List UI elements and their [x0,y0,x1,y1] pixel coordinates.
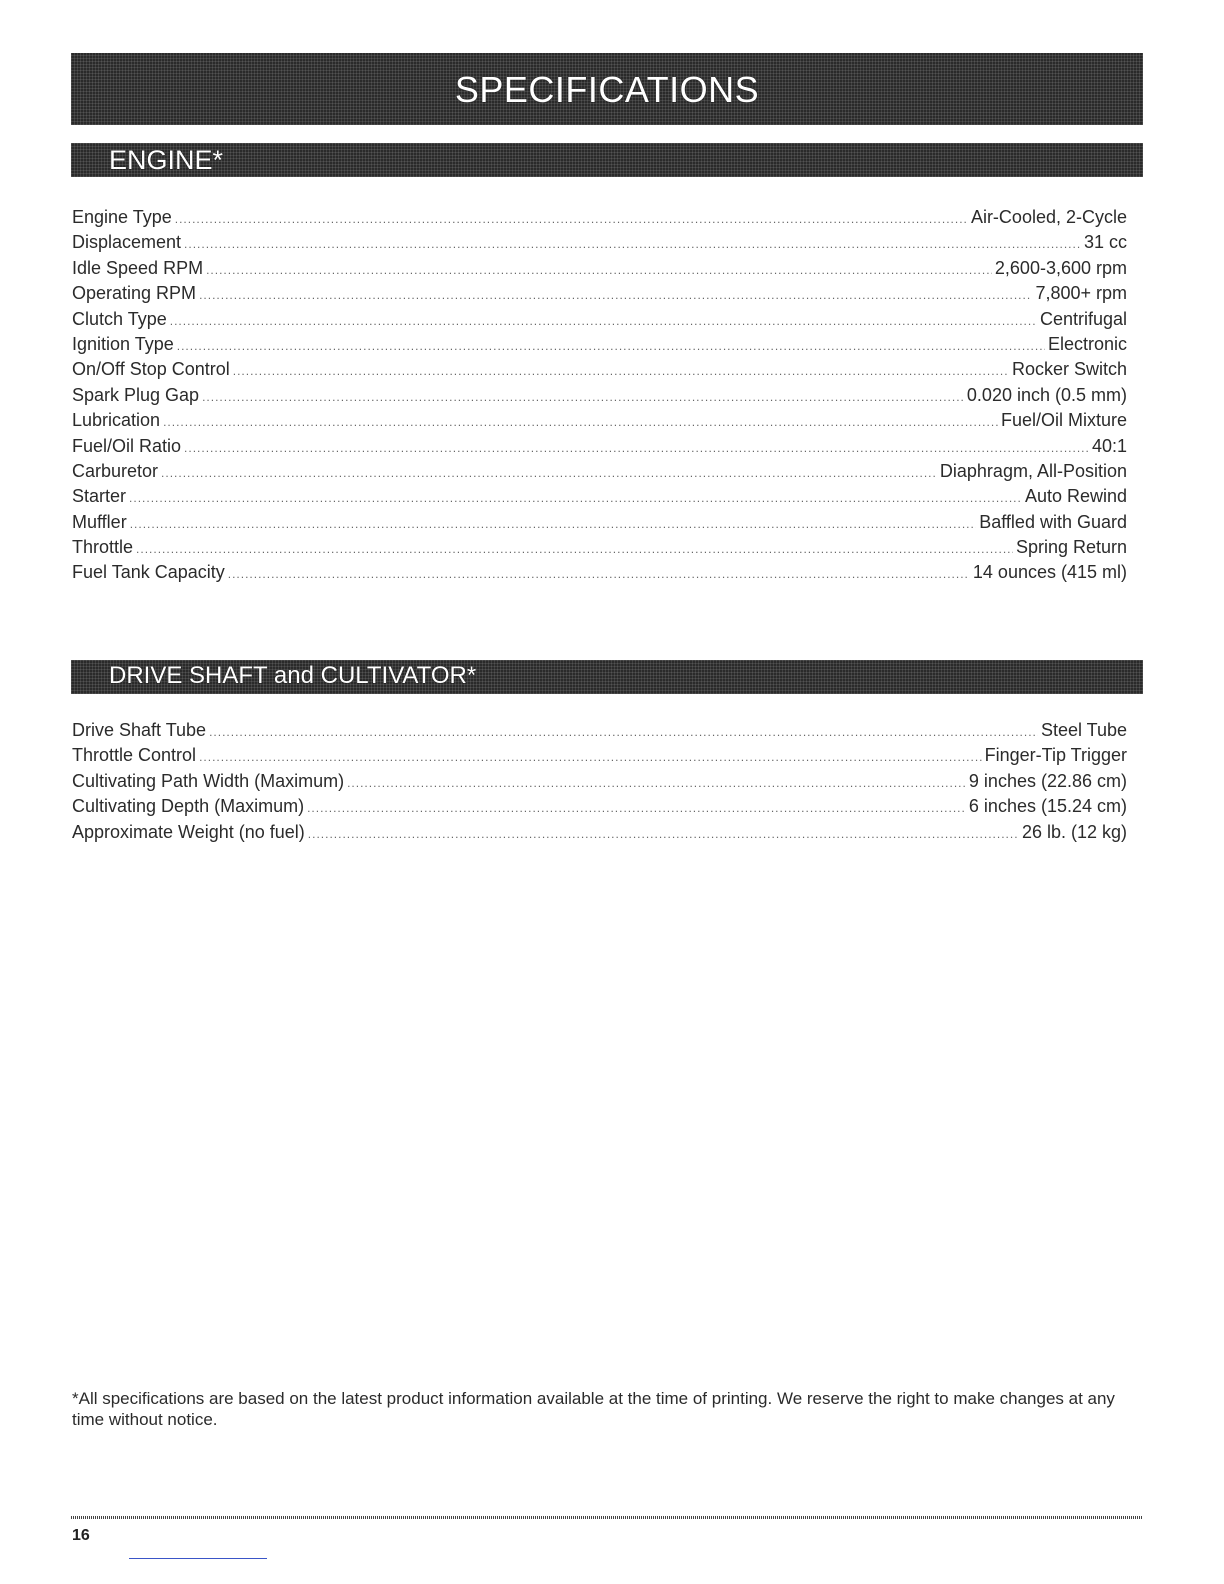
specifications-footnote: *All specifications are based on the latest product information available at the time of printing. We reserve the right to make changes at any time without notice. [72,1389,1115,1429]
spec-row [72,743,1127,768]
spec-row [72,484,1127,509]
spec-value: 2,600-3,600 rpm [994,257,1127,278]
spec-value: Electronic [1047,333,1127,354]
spec-label: Spark Plug Gap [72,384,200,405]
spec-value: 0.020 inch (0.5 mm) [966,384,1127,405]
spec-row [72,357,1127,382]
engine-section-heading: ENGINE* [109,145,224,175]
spec-label: Throttle Control [72,745,197,766]
spec-value: 6 inches (15.24 cm) [968,796,1127,817]
dot-leader [184,436,1089,461]
spec-row [72,408,1127,433]
spec-value: 40:1 [1091,435,1127,456]
spec-row [72,794,1127,819]
spec-value: 14 ounces (415 ml) [972,562,1127,583]
spec-label: Approximate Weight (no fuel) [72,821,305,842]
spec-label: Carburetor [72,460,159,481]
spec-row [72,769,1127,794]
spec-label: Lubrication [72,410,161,431]
spec-row [72,281,1127,306]
spec-row [72,510,1127,535]
spec-value: Finger-Tip Trigger [984,745,1127,766]
spec-value: Diaphragm, All-Position [939,460,1127,481]
footer-divider [71,1516,1143,1519]
spec-value: 26 lb. (12 kg) [1021,821,1127,842]
spec-row [72,230,1127,255]
spec-value: Steel Tube [1040,720,1127,740]
spec-row [72,434,1127,459]
dot-leader [308,822,1019,847]
spec-label: Operating RPM [72,283,197,304]
spec-label: Throttle [72,537,134,558]
dot-leader [136,537,1013,562]
dot-leader [347,771,966,796]
dot-leader [130,512,977,537]
drive-shaft-section-banner [71,660,1143,694]
drive-shaft-spec-list [72,718,1127,845]
spec-label: Clutch Type [72,308,167,329]
spec-label: On/Off Stop Control [72,359,230,380]
spec-label: Cultivating Path Width (Maximum) [72,770,345,791]
spec-value: Centrifugal [1039,308,1127,329]
dot-leader [163,410,998,435]
spec-value: Baffled with Guard [979,511,1127,532]
dot-leader [161,461,937,486]
engine-spec-list [72,205,1127,586]
spec-value: 7,800+ rpm [1035,283,1127,304]
spec-value: Air-Cooled, 2-Cycle [970,207,1127,227]
dot-leader [206,258,992,283]
dot-leader [170,309,1037,334]
spec-label: Muffler [72,511,127,532]
dot-leader [184,232,1081,257]
spec-row [72,307,1127,332]
spec-value: 9 inches (22.86 cm) [968,770,1127,791]
spec-label: Displacement [72,232,182,253]
link-underline [129,1558,267,1559]
spec-label: Fuel/Oil Ratio [72,435,182,456]
spec-label: Fuel Tank Capacity [72,562,225,583]
dot-leader [199,745,982,770]
page-number: 16 [72,1527,90,1544]
drive-shaft-section-heading: DRIVE SHAFT and CULTIVATOR* [109,662,477,689]
spec-row [72,560,1127,585]
spec-value: 31 cc [1083,232,1127,253]
spec-label: Idle Speed RPM [72,257,204,278]
spec-label: Cultivating Depth (Maximum) [72,796,305,817]
dot-leader [209,720,1038,745]
spec-row [72,820,1127,845]
spec-label: Engine Type [72,207,172,227]
dot-leader [307,796,966,821]
spec-value: Auto Rewind [1024,486,1127,507]
dot-leader [233,359,1009,384]
spec-label: Drive Shaft Tube [72,720,207,740]
spec-value: Spring Return [1015,537,1127,558]
spec-row [72,205,1127,230]
spec-row [72,535,1127,560]
engine-section-banner [71,143,1143,177]
dot-leader [202,385,964,410]
dot-leader [228,562,970,587]
spec-label: Ignition Type [72,333,174,354]
spec-row [72,383,1127,408]
spec-row [72,256,1127,281]
specifications-banner [71,53,1143,125]
dot-leader [199,283,1032,308]
spec-label: Starter [72,486,127,507]
spec-row [72,718,1127,743]
spec-value: Fuel/Oil Mixture [1000,410,1127,431]
spec-row [72,459,1127,484]
spec-row [72,332,1127,357]
dot-leader [177,334,1045,359]
page-title: SPECIFICATIONS [454,69,760,110]
dot-leader [175,207,968,232]
dot-leader [129,486,1022,511]
spec-value: Rocker Switch [1011,359,1127,380]
